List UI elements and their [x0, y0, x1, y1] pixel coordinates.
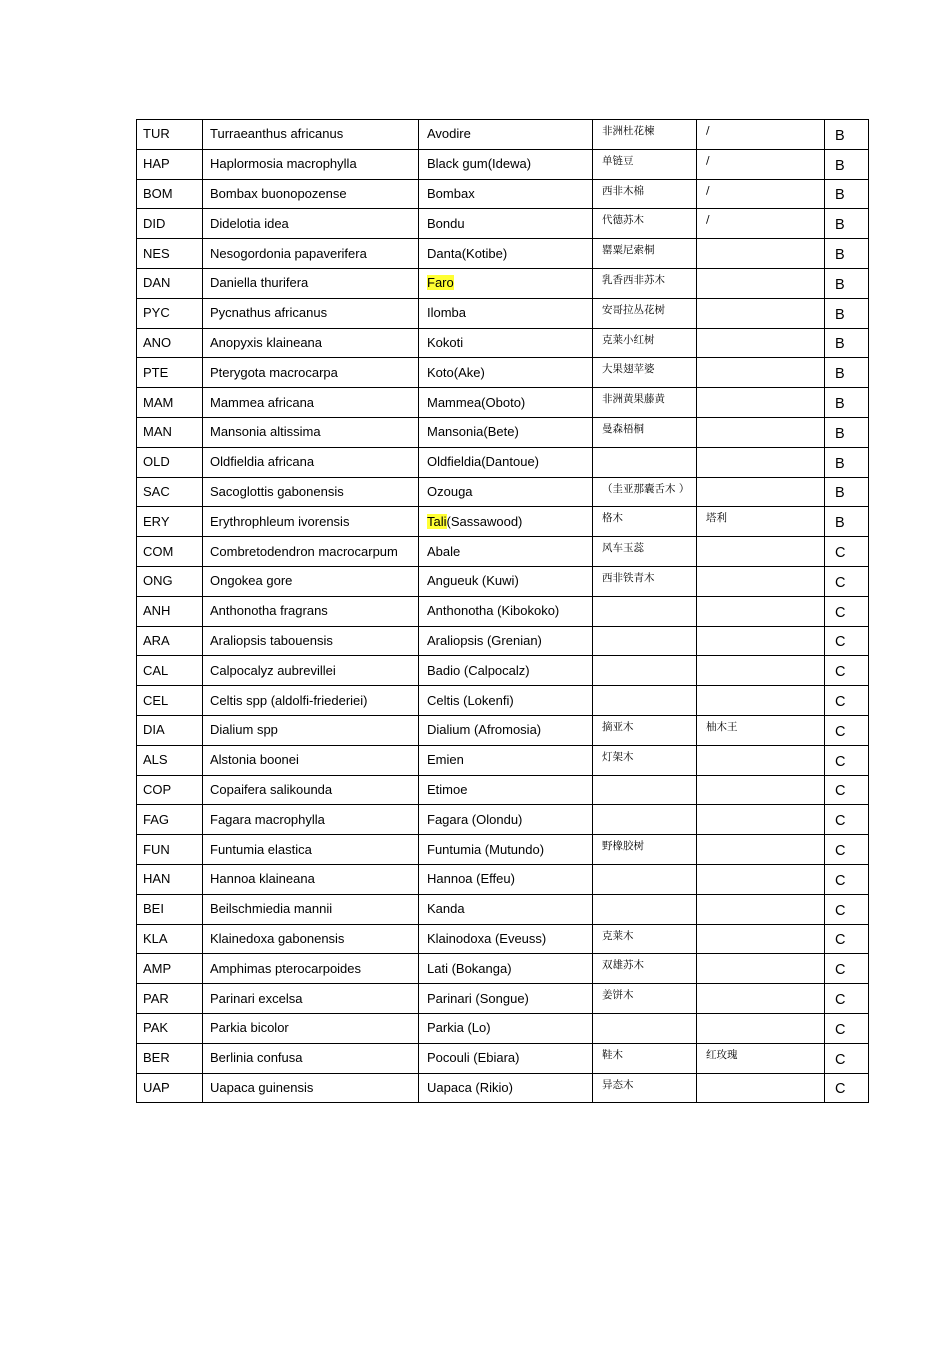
trade-name-cell [419, 537, 593, 567]
species-code-cell: TUR [137, 120, 203, 150]
trade-name-text: Kanda [427, 901, 465, 917]
chinese-name-cell: 乳香西非苏木 [593, 268, 697, 298]
species-code-cell: PTE [137, 358, 203, 388]
grade-cell: B [825, 417, 869, 447]
scientific-name-cell: Pycnathus africanus [203, 298, 419, 328]
table-row [137, 209, 869, 239]
table-row [137, 179, 869, 209]
species-code-cell: ERY [137, 507, 203, 537]
chinese-name-cell: 双雄苏木 [593, 954, 697, 984]
trade-name-cell [419, 984, 593, 1014]
species-code-cell: CAL [137, 656, 203, 686]
trade-name-cell [419, 507, 593, 537]
alt-name-cell [697, 775, 825, 805]
table-row [137, 596, 869, 626]
alt-name-cell [697, 388, 825, 418]
chinese-name-cell: 大果翅苹婆 [593, 358, 697, 388]
grade-cell: B [825, 298, 869, 328]
alt-name-cell: / [697, 149, 825, 179]
chinese-name-cell [593, 775, 697, 805]
scientific-name-cell: Amphimas pterocarpoides [203, 954, 419, 984]
chinese-name-cell: 非洲杜花楝 [593, 120, 697, 150]
alt-name-cell [697, 924, 825, 954]
trade-name-text: Funtumia (Mutundo) [427, 841, 545, 857]
trade-name-cell [419, 149, 593, 179]
alt-name-cell [697, 745, 825, 775]
scientific-name-cell: Parinari excelsa [203, 984, 419, 1014]
scientific-name-cell: Nesogordonia papaverifera [203, 239, 419, 269]
alt-name-cell [697, 894, 825, 924]
grade-cell: C [825, 566, 869, 596]
chinese-name-cell: 摘亚木 [593, 715, 697, 745]
trade-name-cell [419, 596, 593, 626]
species-table [136, 119, 869, 1103]
grade-cell: C [825, 715, 869, 745]
species-code-cell: ALS [137, 745, 203, 775]
grade-cell: C [825, 1043, 869, 1073]
table-row [137, 268, 869, 298]
trade-name-cell [419, 358, 593, 388]
grade-cell: C [825, 656, 869, 686]
alt-name-cell [697, 358, 825, 388]
grade-cell: B [825, 328, 869, 358]
trade-name-text: Abale [427, 543, 461, 559]
table-row [137, 120, 869, 150]
grade-cell: C [825, 1073, 869, 1103]
chinese-name-cell: 西非铁青木 [593, 566, 697, 596]
scientific-name-cell: Beilschmiedia mannii [203, 894, 419, 924]
species-code-cell: ANH [137, 596, 203, 626]
trade-name-cell [419, 835, 593, 865]
trade-name-cell [419, 656, 593, 686]
grade-cell: B [825, 268, 869, 298]
trade-name-cell [419, 447, 593, 477]
chinese-name-cell: 克莱小红树 [593, 328, 697, 358]
species-code-cell: BER [137, 1043, 203, 1073]
grade-cell: C [825, 954, 869, 984]
chinese-name-cell: 安哥拉丛花树 [593, 298, 697, 328]
trade-name-cell [419, 924, 593, 954]
species-code-cell: DIA [137, 715, 203, 745]
scientific-name-cell: Parkia bicolor [203, 1013, 419, 1043]
grade-cell: B [825, 358, 869, 388]
trade-name-cell [419, 686, 593, 716]
scientific-name-cell: Haplormosia macrophylla [203, 149, 419, 179]
chinese-name-cell: 西非木棉 [593, 179, 697, 209]
chinese-name-cell: 非洲黄果藤黄 [593, 388, 697, 418]
species-code-cell: MAN [137, 417, 203, 447]
scientific-name-cell: Anthonotha fragrans [203, 596, 419, 626]
alt-name-cell: / [697, 120, 825, 150]
chinese-name-cell [593, 1013, 697, 1043]
trade-name-cell [419, 1013, 593, 1043]
species-code-cell: DAN [137, 268, 203, 298]
trade-name-cell [419, 864, 593, 894]
trade-name-text: Parkia (Lo) [427, 1020, 491, 1036]
trade-name-text: Fagara (Olondu) [427, 811, 523, 827]
scientific-name-cell: Klainedoxa gabonensis [203, 924, 419, 954]
scientific-name-cell: Celtis spp (aldolfi-friederiei) [203, 686, 419, 716]
scientific-name-cell: Alstonia boonei [203, 745, 419, 775]
grade-cell: C [825, 924, 869, 954]
grade-cell: C [825, 596, 869, 626]
grade-cell: B [825, 447, 869, 477]
species-code-cell: ANO [137, 328, 203, 358]
table-row [137, 1013, 869, 1043]
trade-name-text: Pocouli (Ebiara) [427, 1050, 520, 1066]
scientific-name-cell: Didelotia idea [203, 209, 419, 239]
grade-cell: C [825, 864, 869, 894]
table-row [137, 149, 869, 179]
chinese-name-cell [593, 686, 697, 716]
trade-name-text: Klainodoxa (Eveuss) [427, 930, 547, 946]
table-row [137, 537, 869, 567]
trade-name-cell [419, 626, 593, 656]
species-code-cell: FUN [137, 835, 203, 865]
table-row [137, 835, 869, 865]
table-row [137, 417, 869, 447]
trade-name-text: Angueuk (Kuwi) [427, 573, 519, 589]
trade-name-text: Kokoti [427, 334, 464, 350]
table-row [137, 328, 869, 358]
scientific-name-cell: Sacoglottis gabonensis [203, 477, 419, 507]
chinese-name-cell: 异态木 [593, 1073, 697, 1103]
alt-name-cell [697, 656, 825, 686]
grade-cell: C [825, 894, 869, 924]
chinese-name-cell [593, 894, 697, 924]
scientific-name-cell: Pterygota macrocarpa [203, 358, 419, 388]
scientific-name-cell: Uapaca guinensis [203, 1073, 419, 1103]
alt-name-cell [697, 954, 825, 984]
chinese-name-cell: 灯架木 [593, 745, 697, 775]
trade-name-text: Anthonotha (Kibokoko) [427, 603, 560, 619]
table-row [137, 894, 869, 924]
chinese-name-cell: 姜饼木 [593, 984, 697, 1014]
table-row [137, 805, 869, 835]
trade-name-text: Ozouga [427, 483, 473, 499]
table-row [137, 745, 869, 775]
species-code-cell: PAK [137, 1013, 203, 1043]
grade-cell: C [825, 537, 869, 567]
grade-cell: C [825, 984, 869, 1014]
scientific-name-cell: Daniella thurifera [203, 268, 419, 298]
species-code-cell: ARA [137, 626, 203, 656]
chinese-name-cell: （圭亚那囊舌木 ） [593, 477, 697, 507]
scientific-name-cell: Turraeanthus africanus [203, 120, 419, 150]
grade-cell: C [825, 775, 869, 805]
trade-name-cell [419, 894, 593, 924]
table-row [137, 924, 869, 954]
species-code-cell: PYC [137, 298, 203, 328]
alt-name-cell [697, 537, 825, 567]
species-code-cell: UAP [137, 1073, 203, 1103]
trade-name-text: Hannoa (Effeu) [427, 871, 515, 887]
species-code-cell: MAM [137, 388, 203, 418]
scientific-name-cell: Calpocalyz aubrevillei [203, 656, 419, 686]
trade-name-cell [419, 805, 593, 835]
chinese-name-cell: 野橡胶树 [593, 835, 697, 865]
table-row [137, 388, 869, 418]
table-row [137, 566, 869, 596]
trade-name-cell [419, 1073, 593, 1103]
trade-name-text: Bombax [427, 185, 475, 201]
scientific-name-cell: Mammea africana [203, 388, 419, 418]
table-row [137, 984, 869, 1014]
scientific-name-cell: Copaifera salikounda [203, 775, 419, 805]
grade-cell: C [825, 626, 869, 656]
trade-name-text: Danta(Kotibe) [427, 245, 508, 261]
table-row [137, 358, 869, 388]
species-code-cell: CEL [137, 686, 203, 716]
trade-name-cell [419, 179, 593, 209]
chinese-name-cell: 罂粟尼索桐 [593, 239, 697, 269]
species-code-cell: NES [137, 239, 203, 269]
trade-name-cell [419, 388, 593, 418]
species-code-cell: BEI [137, 894, 203, 924]
alt-name-cell [697, 1013, 825, 1043]
alt-name-cell [697, 298, 825, 328]
alt-name-cell [697, 835, 825, 865]
trade-name-cell [419, 477, 593, 507]
alt-name-cell [697, 984, 825, 1014]
trade-name-text: Ilomba [427, 305, 467, 321]
highlighted-text: Faro [427, 275, 454, 291]
table-row [137, 686, 869, 716]
scientific-name-cell: Fagara macrophylla [203, 805, 419, 835]
trade-name-text: Lati (Bokanga) [427, 960, 512, 976]
alt-name-cell [697, 239, 825, 269]
trade-name-cell [419, 328, 593, 358]
species-code-cell: AMP [137, 954, 203, 984]
table-body [137, 120, 869, 1103]
scientific-name-cell: Hannoa klaineana [203, 864, 419, 894]
chinese-name-cell [593, 596, 697, 626]
table-row [137, 775, 869, 805]
grade-cell: C [825, 835, 869, 865]
chinese-name-cell [593, 626, 697, 656]
trade-name-text: Emien [427, 752, 464, 768]
chinese-name-cell: 代德苏木 [593, 209, 697, 239]
grade-cell: C [825, 1013, 869, 1043]
trade-name-cell [419, 120, 593, 150]
scientific-name-cell: Ongokea gore [203, 566, 419, 596]
trade-name-cell [419, 1043, 593, 1073]
trade-name-text: Parinari (Songue) [427, 990, 529, 1006]
alt-name-cell [697, 1073, 825, 1103]
chinese-name-cell [593, 864, 697, 894]
species-code-cell: HAN [137, 864, 203, 894]
species-code-cell: COP [137, 775, 203, 805]
scientific-name-cell: Bombax buonopozense [203, 179, 419, 209]
trade-name-text: Black gum(Idewa) [427, 156, 532, 172]
alt-name-cell [697, 566, 825, 596]
alt-name-cell: 红玫瑰 [697, 1043, 825, 1073]
chinese-name-cell: 格木 [593, 507, 697, 537]
grade-cell: B [825, 120, 869, 150]
alt-name-cell [697, 447, 825, 477]
trade-name-text: Dialium (Afromosia) [427, 722, 542, 738]
alt-name-cell: 塔利 [697, 507, 825, 537]
trade-name-cell [419, 775, 593, 805]
trade-name-cell [419, 298, 593, 328]
scientific-name-cell: Dialium spp [203, 715, 419, 745]
alt-name-cell: 柚木王 [697, 715, 825, 745]
trade-name-text: Uapaca (Rikio) [427, 1079, 513, 1095]
alt-name-cell [697, 626, 825, 656]
species-code-cell: BOM [137, 179, 203, 209]
trade-name-text: Koto(Ake) [427, 364, 485, 380]
alt-name-cell [697, 686, 825, 716]
table-row [137, 477, 869, 507]
table-row [137, 1043, 869, 1073]
trade-name-text: Avodire [427, 126, 471, 142]
chinese-name-cell: 风车玉蕊 [593, 537, 697, 567]
table-row [137, 507, 869, 537]
table-row [137, 954, 869, 984]
table-row [137, 239, 869, 269]
chinese-name-cell [593, 805, 697, 835]
table-row [137, 715, 869, 745]
species-code-cell: COM [137, 537, 203, 567]
grade-cell: B [825, 179, 869, 209]
table-row [137, 864, 869, 894]
chinese-name-cell [593, 656, 697, 686]
alt-name-cell [697, 268, 825, 298]
trade-name-cell [419, 745, 593, 775]
trade-name-text: Etimoe [427, 781, 468, 797]
alt-name-cell [697, 864, 825, 894]
alt-name-cell [697, 596, 825, 626]
chinese-name-cell: 克莱木 [593, 924, 697, 954]
scientific-name-cell: Berlinia confusa [203, 1043, 419, 1073]
alt-name-cell [697, 477, 825, 507]
grade-cell: B [825, 388, 869, 418]
alt-name-cell [697, 328, 825, 358]
table-row [137, 447, 869, 477]
scientific-name-cell: Erythrophleum ivorensis [203, 507, 419, 537]
chinese-name-cell: 曼森梧桐 [593, 417, 697, 447]
scientific-name-cell: Combretodendron macrocarpum [203, 537, 419, 567]
scientific-name-cell: Oldfieldia africana [203, 447, 419, 477]
trade-name-text: Araliopsis (Grenian) [427, 632, 542, 648]
scientific-name-cell: Anopyxis klaineana [203, 328, 419, 358]
trade-name-text: Mammea(Oboto) [427, 394, 526, 410]
chinese-name-cell: 鞋木 [593, 1043, 697, 1073]
trade-name-text: Bondu [427, 215, 465, 231]
table-row [137, 626, 869, 656]
species-code-cell: FAG [137, 805, 203, 835]
alt-name-cell: / [697, 209, 825, 239]
trade-name-text: Celtis (Lokenfi) [427, 692, 514, 708]
trade-name-cell [419, 209, 593, 239]
species-code-cell: HAP [137, 149, 203, 179]
grade-cell: B [825, 239, 869, 269]
trade-name-cell [419, 417, 593, 447]
grade-cell: B [825, 507, 869, 537]
chinese-name-cell: 单链豆 [593, 149, 697, 179]
species-code-cell: OLD [137, 447, 203, 477]
trade-name-cell [419, 715, 593, 745]
trade-name-text: Oldfieldia(Dantoue) [427, 454, 540, 470]
grade-cell: C [825, 805, 869, 835]
alt-name-cell [697, 805, 825, 835]
trade-name-text: (Sassawood) [446, 513, 523, 529]
grade-cell: B [825, 149, 869, 179]
grade-cell: B [825, 209, 869, 239]
trade-name-cell [419, 239, 593, 269]
trade-name-cell [419, 566, 593, 596]
species-code-cell: PAR [137, 984, 203, 1014]
highlighted-text: Tali [427, 513, 447, 529]
grade-cell: C [825, 745, 869, 775]
chinese-name-cell [593, 447, 697, 477]
species-code-cell: DID [137, 209, 203, 239]
species-code-cell: ONG [137, 566, 203, 596]
species-code-cell: KLA [137, 924, 203, 954]
grade-cell: B [825, 477, 869, 507]
grade-cell: C [825, 686, 869, 716]
scientific-name-cell: Funtumia elastica [203, 835, 419, 865]
trade-name-cell [419, 268, 593, 298]
alt-name-cell: / [697, 179, 825, 209]
trade-name-cell [419, 954, 593, 984]
table-row [137, 656, 869, 686]
scientific-name-cell: Mansonia altissima [203, 417, 419, 447]
table-row [137, 1073, 869, 1103]
scientific-name-cell: Araliopsis tabouensis [203, 626, 419, 656]
trade-name-text: Mansonia(Bete) [427, 424, 519, 440]
trade-name-text: Badio (Calpocalz) [427, 662, 530, 678]
alt-name-cell [697, 417, 825, 447]
species-code-cell: SAC [137, 477, 203, 507]
table-row [137, 298, 869, 328]
